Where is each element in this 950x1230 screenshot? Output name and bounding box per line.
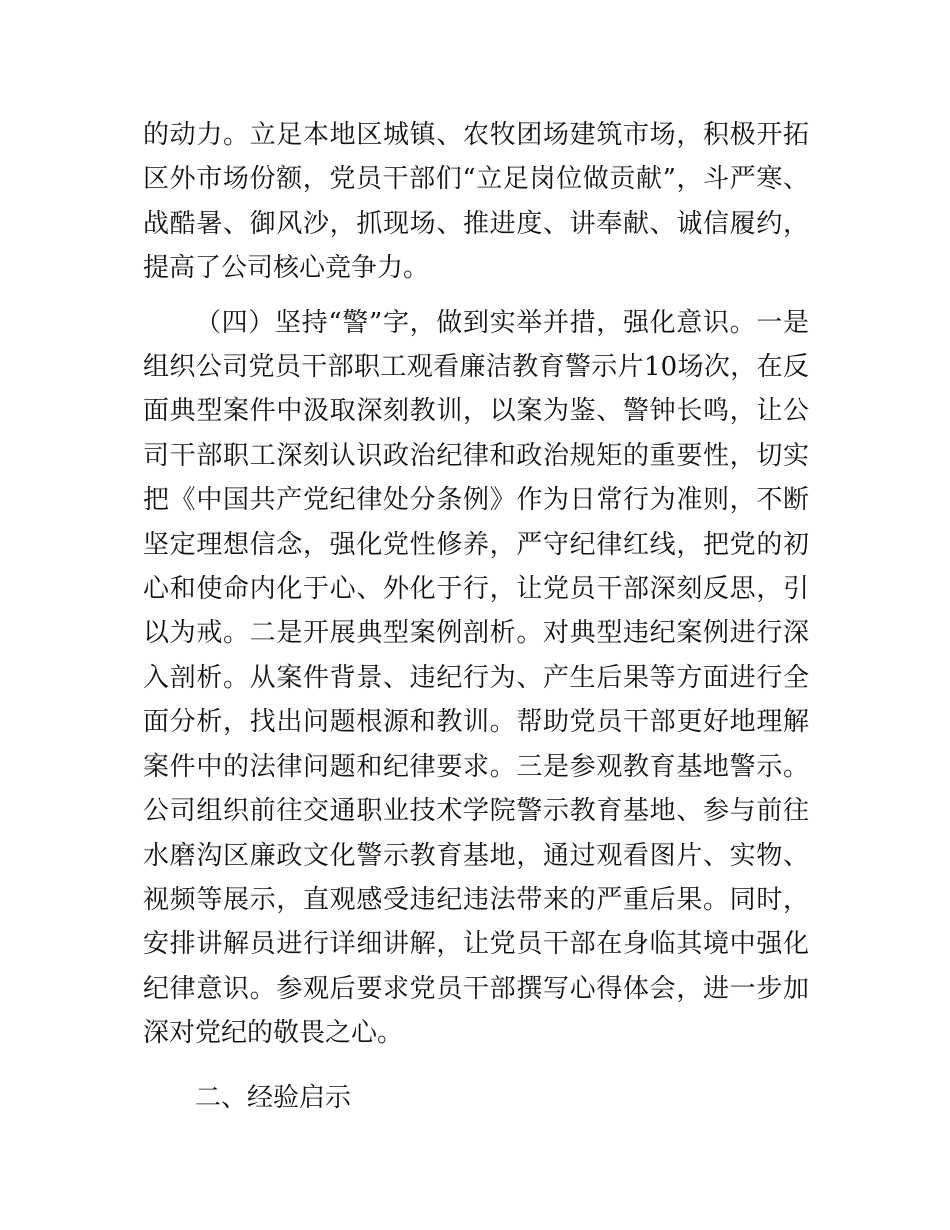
section-heading: 二、经验启示 [195,1082,352,1113]
document-body [143,113,809,1120]
paragraph-continued: 的动力。立足本地区城镇、农牧团场建筑市场，积极开拓区外市场份额，党员干部们“立足岗位做贡献”，斗严寒、战酷暑、御风沙，抓现场、推进度、讲奉献、诚信履约，提高了公司核心竞争力。 [143,120,809,284]
paragraph-section-four: （四）坚持“警”字，做到实举并措，强化意识。一是组织公司党员干部职工观看廉洁教育警示片10场次，在反面典型案件中汲取深刻教训，以案为鉴、警钟长鸣，让公司干部职工深刻认识政治纪律和政治规矩的重要性，切实把《中国共产党纪律处分条例》作为日常行为准则，不断坚定理想信念，强化党性修养，严守纪律红线，把党的初心和使命内化于心、外化于行，让党员干部深刻反思，引以为戒。二是开展典型案例剖析。对典型违纪案例进行深入剖析。从案件背景、违纪行为、产生后果等方面进行全面分析，找出问题根源和教训。帮助党员干部更好地理解案件中的法律问题和纪律要求。三是参观教育基地警示。公司组织前往交通职业技术学院警示教育基地、参与前往水磨沟区廉政文化警示教育基地，通过观看图片、实物、视频等展示，直观感受违纪违法带来的严重后果。同时，安排讲解员进行详细讲解，让党员干部在身临其境中强化纪律意识。参观后要求党员干部撰写心得体会，进一步加深对党纪的敬畏之心。 [143,307,809,1049]
